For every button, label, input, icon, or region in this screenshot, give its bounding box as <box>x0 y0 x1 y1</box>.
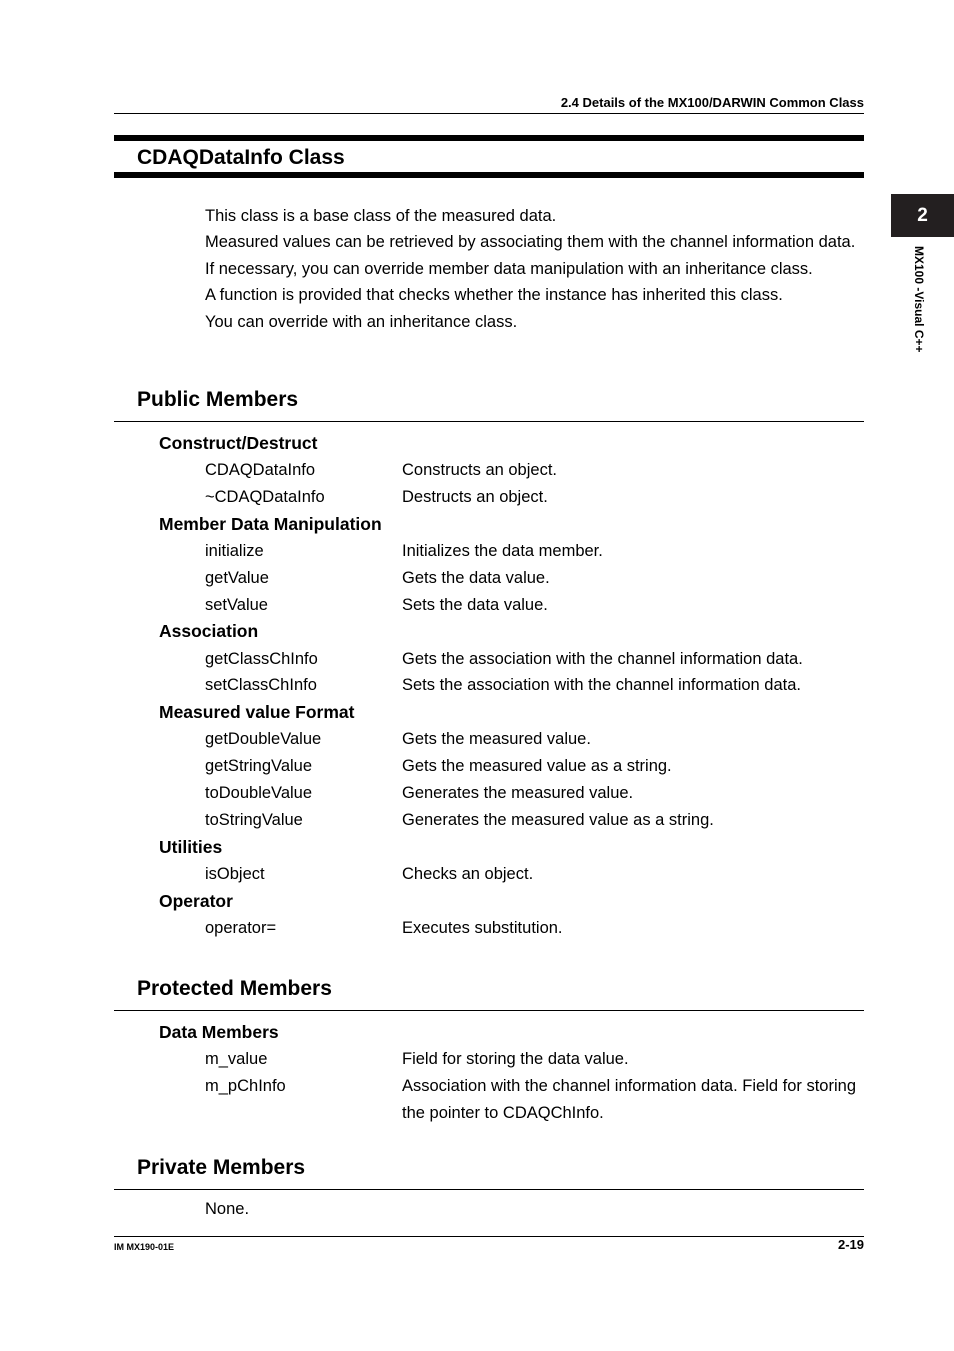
member-desc: Initializes the data member. <box>402 541 603 560</box>
member-name: isObject <box>205 864 265 883</box>
member-row <box>114 1046 864 1073</box>
group-title: Measured value Format <box>159 702 355 723</box>
member-name: m_value <box>205 1050 268 1069</box>
class-title-rule-top <box>114 135 864 141</box>
member-name: getClassChInfo <box>205 649 318 668</box>
member-row <box>114 565 864 592</box>
member-desc: Generates the measured value as a string. <box>402 810 714 829</box>
member-name: toDoubleValue <box>205 783 313 802</box>
member-desc: Sets the association with the channel information data. <box>402 676 801 695</box>
member-name: operator= <box>205 918 277 937</box>
group-title: Association <box>159 621 259 642</box>
chapter-number: 2 <box>917 204 928 226</box>
member-desc: Generates the measured value. <box>402 783 634 802</box>
member-row <box>114 592 864 619</box>
member-name: setValue <box>205 595 268 614</box>
member-desc: Executes substitution. <box>402 918 563 937</box>
member-row <box>114 672 864 699</box>
class-description <box>205 203 865 335</box>
member-row <box>114 726 864 753</box>
member-desc: Association with the channel information data. Field for storing the pointer to CDAQChInfo. <box>402 1076 856 1122</box>
member-desc: Field for storing the data value. <box>402 1050 629 1069</box>
section-title: Public Members <box>114 385 864 422</box>
chapter-label: MX100 -Visual C++ <box>912 246 926 353</box>
none-text: None. <box>205 1200 250 1218</box>
description-line: A function is provided that checks whether the instance has inherited this class. <box>205 286 783 305</box>
member-desc: Gets the data value. <box>402 568 550 587</box>
group-title: Data Members <box>159 1022 279 1042</box>
group-title: Member Data Manipulation <box>159 513 382 534</box>
member-name: CDAQDataInfo <box>205 461 316 480</box>
member-row <box>114 861 864 888</box>
class-title: CDAQDataInfo Class <box>137 146 345 169</box>
description-line: If necessary, you can override member data manipulation with an inheritance class. <box>205 259 813 278</box>
member-groups <box>114 422 864 941</box>
document-id: IM MX190-01E <box>114 1242 175 1252</box>
member-row <box>114 484 864 511</box>
member-desc: Gets the measured value. <box>402 730 591 749</box>
section-title: Protected Members <box>114 974 864 1011</box>
member-name: m_pChInfo <box>205 1076 286 1095</box>
member-desc: Destructs an object. <box>402 487 548 506</box>
group-title: Operator <box>159 890 233 911</box>
member-name: setClassChInfo <box>205 676 317 695</box>
member-groups <box>114 1011 864 1127</box>
running-header: 2.4 Details of the MX100/DARWIN Common Class <box>560 95 864 110</box>
member-desc: Gets the measured value as a string. <box>402 757 672 776</box>
description-line: This class is a base class of the measured data. <box>205 207 557 225</box>
member-desc: Sets the data value. <box>402 595 548 614</box>
member-row <box>114 753 864 780</box>
member-desc: Checks an object. <box>402 864 534 883</box>
member-row <box>114 1073 864 1127</box>
member-row <box>114 646 864 673</box>
class-title-rule-bottom <box>114 172 864 178</box>
group-title: Utilities <box>159 836 223 857</box>
page-number: 2-19 <box>837 1237 864 1252</box>
member-name: initialize <box>205 541 264 560</box>
member-row <box>114 915 864 942</box>
group-title: Construct/Destruct <box>159 433 318 453</box>
member-name: getValue <box>205 568 269 587</box>
member-row <box>114 807 864 834</box>
header-rule <box>114 113 864 114</box>
footer-rule <box>114 1236 864 1237</box>
public-members-section <box>114 385 864 941</box>
chapter-tab <box>891 194 954 237</box>
member-desc: Constructs an object. <box>402 461 557 480</box>
section-title: Private Members <box>114 1153 864 1190</box>
description-line: Measured values can be retrieved by associating them with the channel information data. <box>205 233 856 252</box>
private-members-section <box>114 1153 864 1219</box>
member-name: getDoubleValue <box>205 730 322 749</box>
member-row <box>114 538 864 565</box>
member-name: ~CDAQDataInfo <box>205 487 325 506</box>
member-row <box>114 780 864 807</box>
member-name: toStringValue <box>205 810 303 829</box>
member-row <box>114 457 864 484</box>
member-desc: Gets the association with the channel information data. <box>402 649 803 668</box>
member-name: getStringValue <box>205 757 313 776</box>
protected-members-section <box>114 974 864 1127</box>
description-line: You can override with an inheritance class. <box>205 312 518 331</box>
